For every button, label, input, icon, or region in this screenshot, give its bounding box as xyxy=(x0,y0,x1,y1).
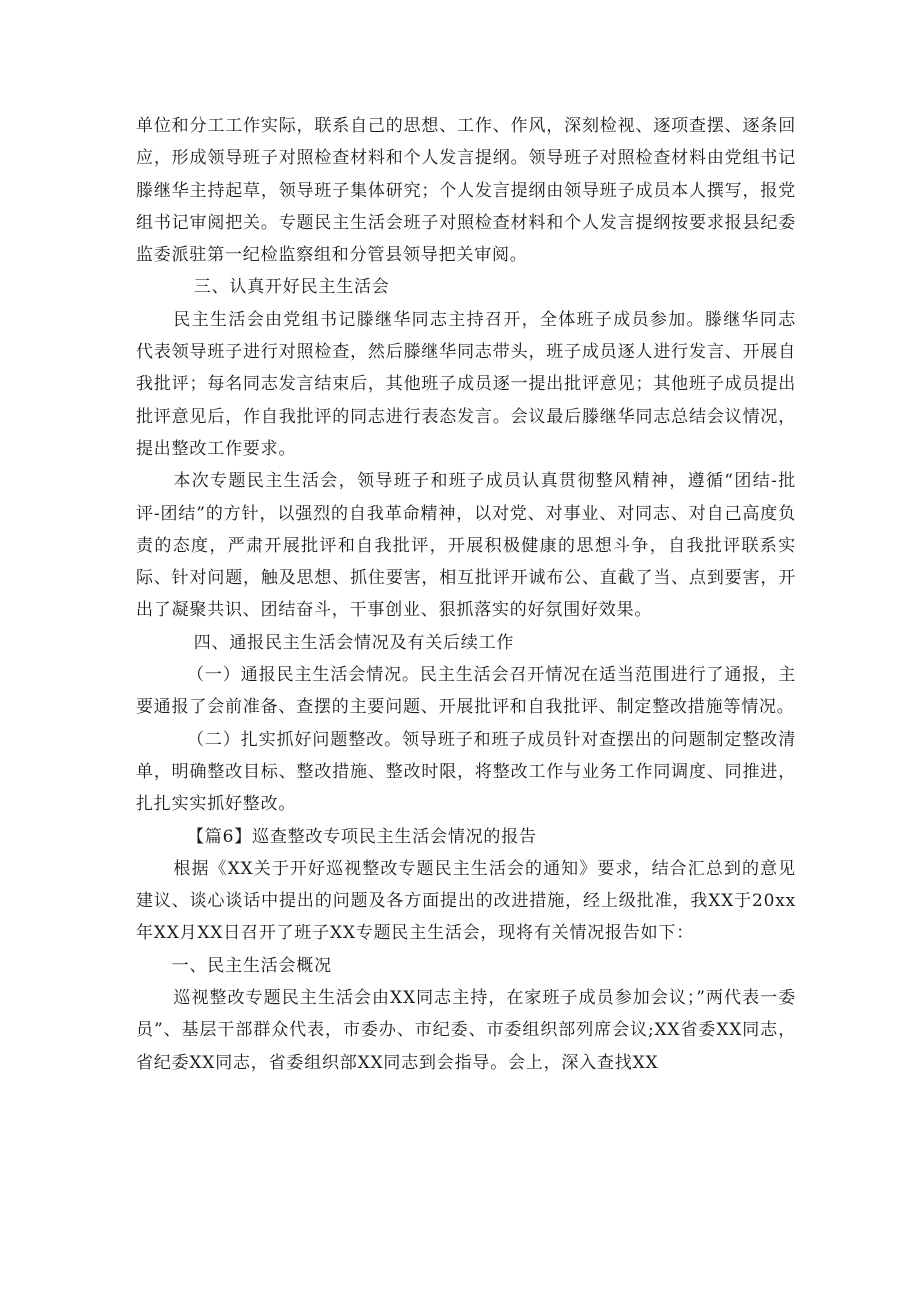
document-body xyxy=(136,110,796,1079)
paragraph-rectification: （二）扎实抓好问题整改。领导班子和班子成员针对查摆出的问题制定整改清单，明确整改目标、整改措施、整改时限，将整改工作与业务工作同调度、同推进，扎扎实实抓好整改。 xyxy=(136,729,796,815)
paragraph-preparation: 单位和分工工作实际，联系自己的思想、工作、作风，深刻检视、逐项查摆、逐条回应，形成领导班子对照检查材料和个人发言提纲。领导班子对照检查材料由党组书记滕继华主持起草，领导班子集体研究；个人发言提纲由领导班子成员本人撰写，报党组书记审阅把关。专题民主生活会班子对照检查材料和个人发言提纲按要求报县纪委监委派驻第一纪检监察组和分管县领导把关审阅。 xyxy=(136,116,796,266)
paragraph-notification: （一）通报民主生活会情况。民主生活会召开情况在适当范围进行了通报，主要通报了会前准备、查摆的主要问题、开展批评和自我批评、制定整改措施等情况。 xyxy=(136,665,796,718)
section-heading-4: 四、通报民主生活会情况及有关后续工作 xyxy=(193,632,515,653)
paragraph-meeting-effect: 本次专题民主生活会，领导班子和班子成员认真贯彻整风精神，遵循“团结-批评-团结”的方针，以强烈的自我革命精神，以对党、对事业、对同志、对自己高度负责的态度，严肃开展批评和自我批评，开展积极健康的思想斗争，自我批评联系实际、针对问题，触及思想、抓住要害，相互批评开诚布公、直截了当、点到要害，开出了凝聚共识、团结奋斗，干事创业、狠抓落实的好氛围好效果。 xyxy=(136,471,796,621)
article-title-6: 【篇6】巡查整改专项民主生活会情况的报告 xyxy=(187,826,537,847)
section-heading-overview: 一、民主生活会概况 xyxy=(171,955,332,976)
paragraph-report-intro: 根据《XX关于开好巡视整改专题民主生活会的通知》要求，结合汇总到的意见建议、谈心谈话中提出的问题及各方面提出的改进措施，经上级批准，我XX于20xx年XX月XX日召开了班子XX专题民主生活会，现将有关情况报告如下： xyxy=(136,858,796,944)
paragraph-meeting-process: 民主生活会由党组书记滕继华同志主持召开，全体班子成员参加。滕继华同志代表领导班子进行对照检查，然后滕继华同志带头，班子成员逐人进行发言、开展自我批评；每名同志发言结束后，其他班子成员逐一提出批评意见；其他班子成员提出批评意见后，作自我批评的同志进行表态发言。会议最后滕继华同志总结会议情况，提出整改工作要求。 xyxy=(136,309,796,459)
section-heading-3: 三、认真开好民主生活会 xyxy=(193,277,390,298)
paragraph-overview: 巡视整改专题民主生活会由XX同志主持，在家班子成员参加会议；”两代表一委员”、基层干部群众代表，市委办、市纪委、市委组织部列席会议;XX省委XX同志，省纪委XX同志，省委组织部XX同志到会指导。会上，深入查找XX xyxy=(136,988,796,1073)
